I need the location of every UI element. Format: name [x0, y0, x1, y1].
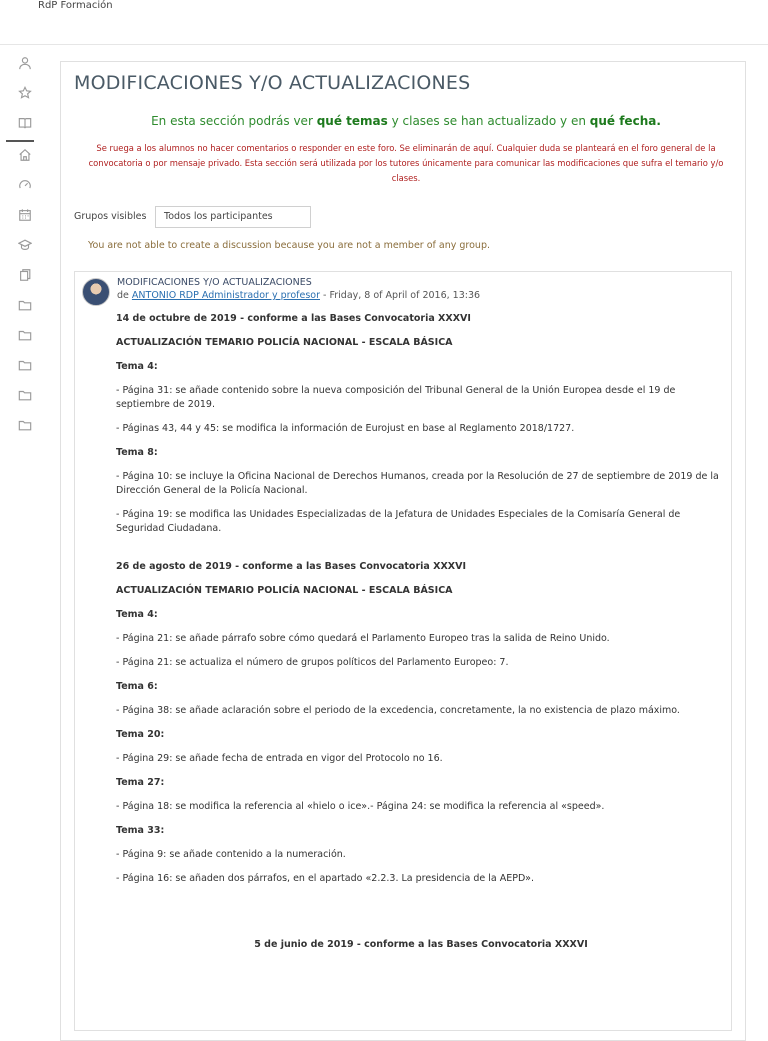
body-heading: 5 de junio de 2019 - conforme a las Bases Convocatoria XXXVI: [254, 939, 588, 950]
sidebar-item-calendar[interactable]: [16, 206, 34, 224]
sidebar-active-indicator: [6, 140, 34, 142]
body-heading: Tema 8:: [116, 447, 158, 458]
sidebar-item-courses[interactable]: [16, 236, 34, 254]
groups-select[interactable]: Todos los participantes: [155, 206, 311, 228]
body-spacer: [116, 896, 726, 900]
body-paragraph: - Página 10: se incluye la Oficina Nacional de Derechos Humanos, creada por la Resolución de 27 de septiembre de 2019 de la Dirección General de la Policía Nacional.: [116, 471, 719, 496]
dashboard-icon: [18, 178, 32, 192]
folder-icon: [18, 328, 32, 342]
author-link[interactable]: ANTONIO RDP Administrador y profesor: [131, 290, 320, 301]
post-body: [116, 312, 726, 962]
body-paragraph: - Página 18: se modifica la referencia al «hielo o ice».- Página 24: se modifica la referencia al «speed».: [116, 801, 605, 812]
sidebar-item-folder-2[interactable]: [16, 326, 34, 344]
graduation-cap-icon: [18, 238, 32, 252]
sidebar-item-folder-4[interactable]: [16, 386, 34, 404]
forum-post: [74, 271, 732, 1031]
calendar-icon: [18, 208, 32, 222]
no-discussion-warning: You are not able to create a discussion because you are not a member of any group.: [88, 240, 490, 251]
body-paragraph: - Página 38: se añade aclaración sobre el periodo de la excedencia, concretamente, la no existencia de plazo máximo.: [116, 705, 680, 716]
groups-label: Grupos visibles: [74, 211, 147, 222]
sidebar-item-favourites[interactable]: [16, 84, 34, 102]
folder-icon: [18, 418, 32, 432]
body-heading: ACTUALIZACIÓN TEMARIO POLICÍA NACIONAL - ESCALA BÁSICA: [116, 585, 453, 596]
folder-icon: [18, 358, 32, 372]
body-paragraph: - Página 21: se actualiza el número de grupos políticos del Parlamento Europeo: 7.: [116, 657, 509, 668]
post-date: - Friday, 8 of April of 2016, 13:36: [320, 290, 481, 301]
body-heading: Tema 27:: [116, 777, 165, 788]
page-title: MODIFICACIONES Y/O ACTUALIZACIONES: [74, 72, 471, 94]
author-avatar[interactable]: [82, 278, 110, 306]
body-heading: Tema 6:: [116, 681, 158, 692]
post-byline: [117, 290, 480, 301]
intro-text-1: En esta sección podrás ver: [151, 114, 317, 128]
home-icon: [18, 148, 32, 162]
sidebar-item-folder-1[interactable]: [16, 296, 34, 314]
body-heading: 14 de octubre de 2019 - conforme a las Bases Convocatoria XXXVI: [116, 313, 471, 324]
body-spacer: [116, 546, 726, 550]
byline-prefix: de: [117, 290, 132, 301]
body-paragraph: - Página 9: se añade contenido a la numeración.: [116, 849, 346, 860]
user-icon: [18, 56, 32, 70]
sidebar-item-course[interactable]: [16, 114, 34, 132]
sidebar-item-files[interactable]: [16, 266, 34, 284]
post-subject: MODIFICACIONES Y/O ACTUALIZACIONES: [117, 277, 312, 288]
site-name[interactable]: RdP Formación: [38, 0, 113, 11]
sidebar-item-folder-5[interactable]: [16, 416, 34, 434]
body-heading: ACTUALIZACIÓN TEMARIO POLICÍA NACIONAL - ESCALA BÁSICA: [116, 337, 453, 348]
body-paragraph: - Página 29: se añade fecha de entrada en vigor del Protocolo no 16.: [116, 753, 443, 764]
body-paragraph: - Página 19: se modifica las Unidades Especializadas de la Jefatura de Unidades Especiales de la Comisaría General de Seguridad Ciudadana.: [116, 509, 681, 534]
header-divider: [0, 44, 768, 45]
files-icon: [18, 268, 32, 282]
forum-notice: Se ruega a los alumnos no hacer comentarios o responder en este foro. Se eliminarán de aquí. Cualquier duda se planteará en el foro general de la convocatoria o por mensaje privado. Esta sección será utilizada por los tutores únicamente para comunicar las modificaciones que sufra el temario y/o clases.: [88, 143, 724, 183]
intro-text-2: y clases se han actualizado y en: [387, 114, 590, 128]
body-paragraph: - Página 16: se añaden dos párrafos, en el apartado «2.2.3. La presidencia de la AEPD».: [116, 873, 534, 884]
body-spacer: [116, 910, 726, 914]
sidebar-item-home[interactable]: [16, 146, 34, 164]
body-heading: Tema 20:: [116, 729, 165, 740]
sidebar-item-folder-3[interactable]: [16, 356, 34, 374]
body-heading: Tema 33:: [116, 825, 165, 836]
body-paragraph: - Página 21: se añade párrafo sobre cómo quedará el Parlamento Europeo tras la salida de Reino Unido.: [116, 633, 610, 644]
forum-intro: [74, 114, 738, 128]
body-heading: 26 de agosto de 2019 - conforme a las Bases Convocatoria XXXVI: [116, 561, 466, 572]
intro-highlight-2: qué fecha.: [589, 114, 661, 128]
body-heading: Tema 4:: [116, 361, 158, 372]
book-icon: [18, 116, 32, 130]
body-spacer: [116, 924, 726, 928]
intro-highlight-1: qué temas: [316, 114, 388, 128]
folder-icon: [18, 298, 32, 312]
body-paragraph: - Página 31: se añade contenido sobre la nueva composición del Tribunal General de la Unión Europea desde el 19 de septiembre de 2019.: [116, 385, 676, 410]
sidebar-item-dashboard[interactable]: [16, 176, 34, 194]
body-paragraph: - Páginas 43, 44 y 45: se modifica la información de Eurojust en base al Reglamento 2018/1727.: [116, 423, 575, 434]
sidebar-item-profile[interactable]: [16, 54, 34, 72]
star-icon: [18, 86, 32, 100]
folder-icon: [18, 388, 32, 402]
body-heading: Tema 4:: [116, 609, 158, 620]
